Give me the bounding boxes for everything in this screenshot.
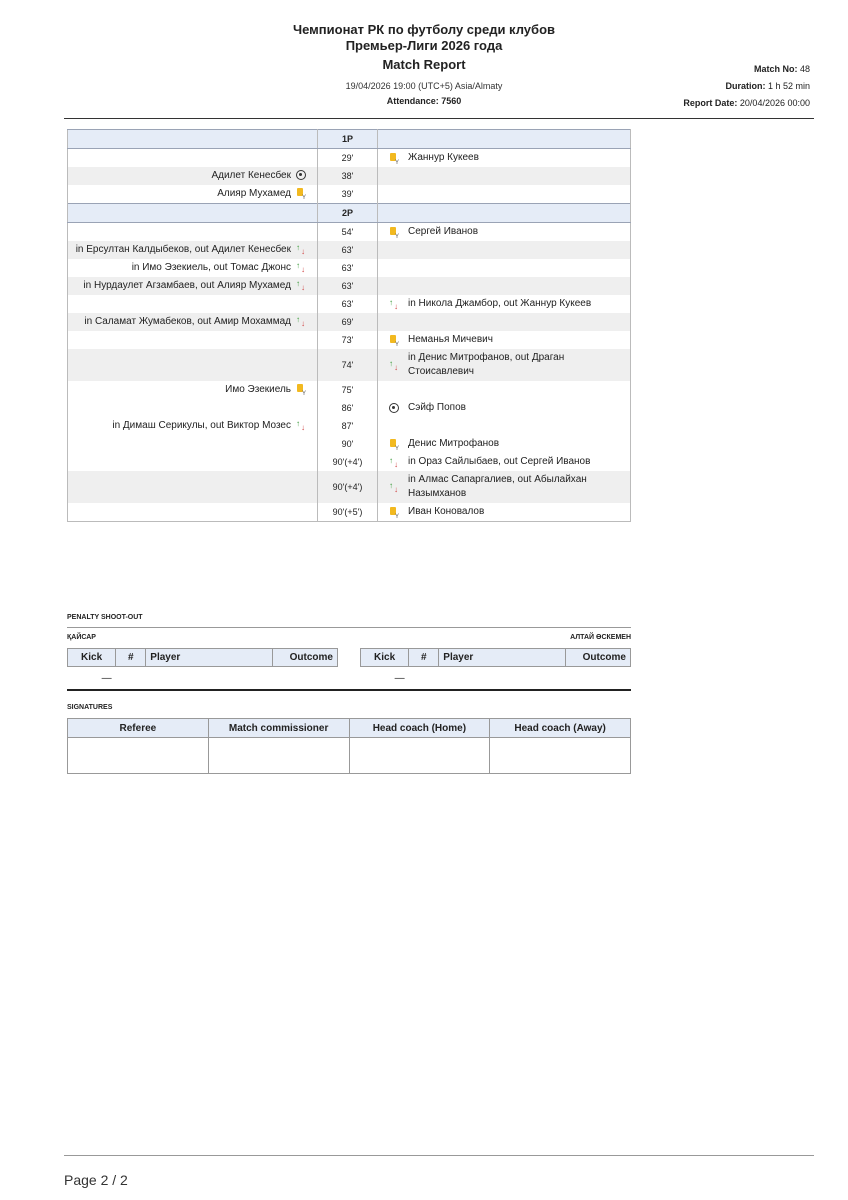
event-minute: 90'(+4') <box>318 453 378 471</box>
substitution-icon <box>295 315 307 327</box>
col-outcome: Outcome <box>272 649 337 667</box>
col-outcome: Outcome <box>565 649 630 667</box>
event-row <box>68 417 631 435</box>
col-player: Player <box>439 649 565 667</box>
yellow-card-icon <box>388 152 400 164</box>
away-event-text: Сэйф Попов <box>408 402 466 413</box>
events-table <box>67 129 631 522</box>
event-minute: 69' <box>318 313 378 331</box>
report-date: Report Date: 20/04/2026 00:00 <box>683 98 810 108</box>
event-row <box>68 241 631 259</box>
event-minute: 54' <box>318 223 378 242</box>
signatures-table <box>67 718 631 774</box>
away-event-text: in Денис Митрофанов, out Драган Стоисавлевич <box>408 352 565 377</box>
period-label: 1P <box>318 130 378 149</box>
page-number: Page 2 / 2 <box>64 1172 128 1188</box>
substitution-icon <box>388 298 400 310</box>
event-row <box>68 295 631 313</box>
sig-commissioner: Match commissioner <box>208 719 349 738</box>
event-row <box>68 399 631 417</box>
home-penalties-empty: — <box>101 673 112 684</box>
header-divider <box>64 118 814 119</box>
event-row <box>68 259 631 277</box>
goal-icon <box>388 402 400 414</box>
period-row-1p <box>68 130 631 149</box>
sig-referee: Referee <box>68 719 209 738</box>
col-kick: Kick <box>68 649 116 667</box>
penalty-shootout-label: PENALTY SHOOT-OUT <box>67 614 143 621</box>
home-event-text: in Нурдаулет Агзамбаев, out Алияр Мухамед <box>83 280 291 291</box>
yellow-card-icon <box>388 334 400 346</box>
penalties-bottom-rule <box>67 689 631 691</box>
sig-commissioner-box[interactable] <box>208 738 349 774</box>
title-line-2: Премьер-Лиги 2026 года <box>345 38 503 53</box>
home-event-text: Адилет Кенесбек <box>211 170 291 181</box>
substitution-icon <box>295 261 307 273</box>
home-event-text: Алияр Мухамед <box>217 188 291 199</box>
away-event-text: in Алмас Сапаргалиев, out Абылайхан Назымханов <box>408 474 587 499</box>
sig-away-coach-box[interactable] <box>490 738 631 774</box>
goal-icon <box>295 169 307 181</box>
period-row-2p <box>68 204 631 223</box>
championship-title <box>0 22 848 54</box>
yellow-card-icon <box>388 226 400 238</box>
match-duration: Duration: 1 h 52 min <box>725 81 810 91</box>
period-label: 2P <box>318 204 378 223</box>
home-team-name: ҚАЙСАР <box>67 634 96 641</box>
yellow-card-icon <box>388 506 400 518</box>
substitution-icon <box>295 419 307 431</box>
col-number: # <box>116 649 146 667</box>
event-row <box>68 381 631 399</box>
report-header <box>0 0 848 120</box>
event-row <box>68 185 631 204</box>
sig-home-coach: Head coach (Home) <box>349 719 490 738</box>
event-minute: 63' <box>318 277 378 295</box>
away-penalties-empty: — <box>394 673 405 684</box>
away-event-text: Иван Коновалов <box>408 506 485 517</box>
sig-referee-box[interactable] <box>68 738 209 774</box>
footer-divider <box>64 1155 814 1156</box>
event-minute: 63' <box>318 295 378 313</box>
substitution-icon <box>295 243 307 255</box>
event-row <box>68 149 631 168</box>
away-penalties-table <box>360 648 631 684</box>
event-row <box>68 167 631 185</box>
report-subtitle: Match Report <box>382 57 466 72</box>
away-event-text: Жаннур Кукеев <box>408 152 479 163</box>
home-event-text: in Имо Эзекиель, out Томас Джонс <box>131 262 291 273</box>
event-row <box>68 313 631 331</box>
substitution-icon <box>295 279 307 291</box>
event-minute: 90' <box>318 435 378 453</box>
yellow-card-icon <box>295 383 307 395</box>
sig-home-coach-box[interactable] <box>349 738 490 774</box>
event-row <box>68 331 631 349</box>
substitution-icon <box>388 359 400 371</box>
event-row <box>68 349 631 381</box>
event-minute: 29' <box>318 149 378 168</box>
col-kick: Kick <box>361 649 409 667</box>
title-line-1: Чемпионат РК по футболу среди клубов <box>292 22 555 37</box>
away-event-text: in Никола Джамбор, out Жаннур Кукеев <box>408 298 592 309</box>
event-minute: 86' <box>318 399 378 417</box>
penalty-divider <box>67 627 631 628</box>
event-minute: 87' <box>318 417 378 435</box>
away-event-text: Денис Митрофанов <box>408 438 500 449</box>
home-event-text: in Димаш Серикулы, out Виктор Мозес <box>112 420 291 431</box>
event-minute: 63' <box>318 259 378 277</box>
away-event-text: Неманья Мичевич <box>408 334 493 345</box>
sig-away-coach: Head coach (Away) <box>490 719 631 738</box>
event-row <box>68 453 631 471</box>
col-player: Player <box>146 649 272 667</box>
event-row <box>68 471 631 503</box>
yellow-card-icon <box>388 438 400 450</box>
event-minute: 90'(+5') <box>318 503 378 522</box>
col-number: # <box>409 649 439 667</box>
substitution-icon <box>388 481 400 493</box>
event-row <box>68 277 631 295</box>
attendance: Attendance: 7560 <box>386 96 462 106</box>
match-number: Match No: 48 <box>753 64 810 74</box>
substitution-icon <box>388 456 400 468</box>
event-minute: 74' <box>318 349 378 381</box>
event-row <box>68 223 631 242</box>
away-event-text: Сергей Иванов <box>408 226 479 237</box>
event-minute: 38' <box>318 167 378 185</box>
event-row <box>68 503 631 522</box>
home-penalties-table <box>67 648 338 684</box>
away-team-name: АЛТАЙ ӨСКЕМЕН <box>570 634 631 641</box>
event-minute: 63' <box>318 241 378 259</box>
away-event-text: in Ораз Сайлыбаев, out Сергей Иванов <box>408 456 591 467</box>
event-minute: 73' <box>318 331 378 349</box>
home-event-text: Имо Эзекиель <box>225 384 291 395</box>
signatures-label: SIGNATURES <box>67 704 113 711</box>
home-event-text: in Саламат Жумабеков, out Амир Мохаммад <box>84 316 291 327</box>
home-event-text: in Ерсултан Калдыбеков, out Адилет Кенесбек <box>75 244 291 255</box>
event-minute: 39' <box>318 185 378 204</box>
event-minute: 75' <box>318 381 378 399</box>
event-row <box>68 435 631 453</box>
event-minute: 90'(+4') <box>318 471 378 503</box>
match-datetime: 19/04/2026 19:00 (UTC+5) Asia/Almaty <box>345 81 503 91</box>
yellow-card-icon <box>295 187 307 199</box>
